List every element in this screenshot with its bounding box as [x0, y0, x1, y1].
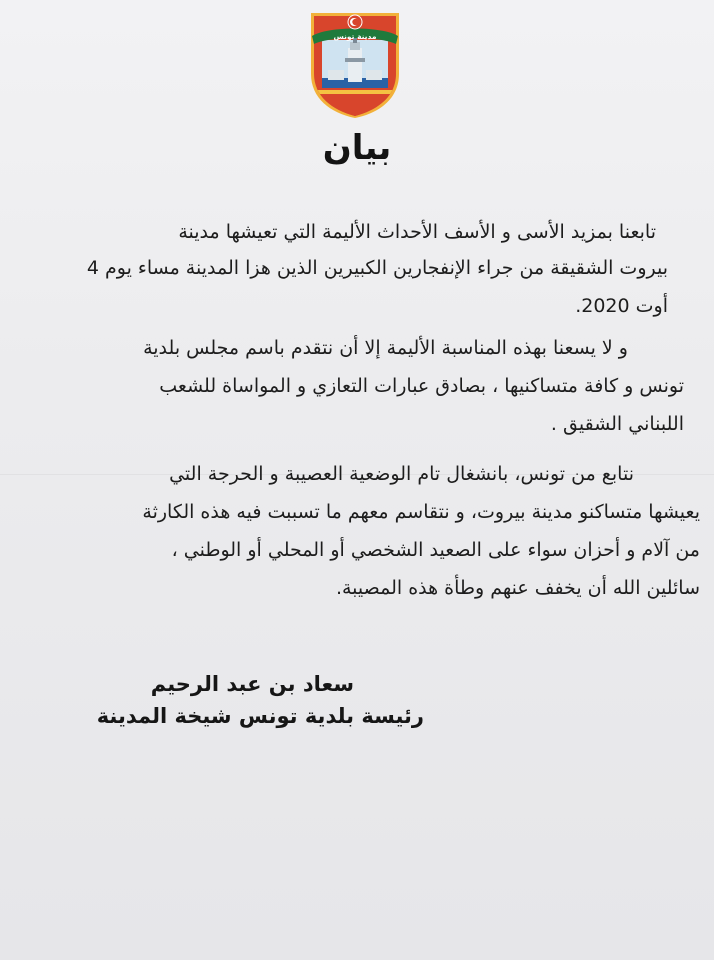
paragraph-2-line-3: اللبناني الشقيق .	[550, 413, 684, 435]
paragraph-3-line-1: نتابع من تونس، بانشغال تام الوضعية العصيبة و الحرجة التي	[169, 463, 634, 485]
paragraph-1	[40, 214, 668, 326]
paragraph-2-line-1: و لا يسعنا بهذه المناسبة الأليمة إلا أن نتقدم باسم مجلس بلدية	[143, 337, 628, 359]
paragraph-1-line-3: أوت 2020.	[575, 295, 668, 317]
paragraph-1-line-2: بيروت الشقيقة من جراء الإنفجارين الكبيرين الذين هزا المدينة مساء يوم 4	[86, 257, 668, 279]
paragraph-3-line-2: يعيشها متساكنو مدينة بيروت، و نتقاسم معهم ما تسببت فيه هذه الكارثة	[142, 501, 700, 523]
signatory-name: سعاد بن عبد الرحيم	[150, 672, 354, 696]
paragraph-3	[20, 456, 700, 608]
paragraph-2-line-2: تونس و كافة متساكنيها ، بصادق عبارات التعازي و المواساة للشعب	[159, 375, 684, 397]
paragraph-3-line-3: من آلام و أحزان سواء على الصعيد الشخصي أو المحلي أو الوطني ،	[171, 539, 700, 561]
paragraph-2	[40, 330, 684, 442]
signatory-role: رئيسة بلدية تونس شيخة المدينة	[96, 704, 424, 728]
paragraph-1-line-1: تابعنا بمزيد الأسى و الأسف الأحداث الأليمة التي تعيشها مدينة	[178, 221, 656, 243]
emblem-banner-text: مدينة تونس	[333, 32, 377, 41]
statement-title: بيان	[322, 128, 392, 168]
minaret-tower	[348, 48, 362, 82]
paragraph-3-line-4: سائلين الله أن يخفف عنهم وطأة هذه المصيبة.	[335, 577, 700, 599]
tunis-city-emblem	[308, 12, 402, 118]
